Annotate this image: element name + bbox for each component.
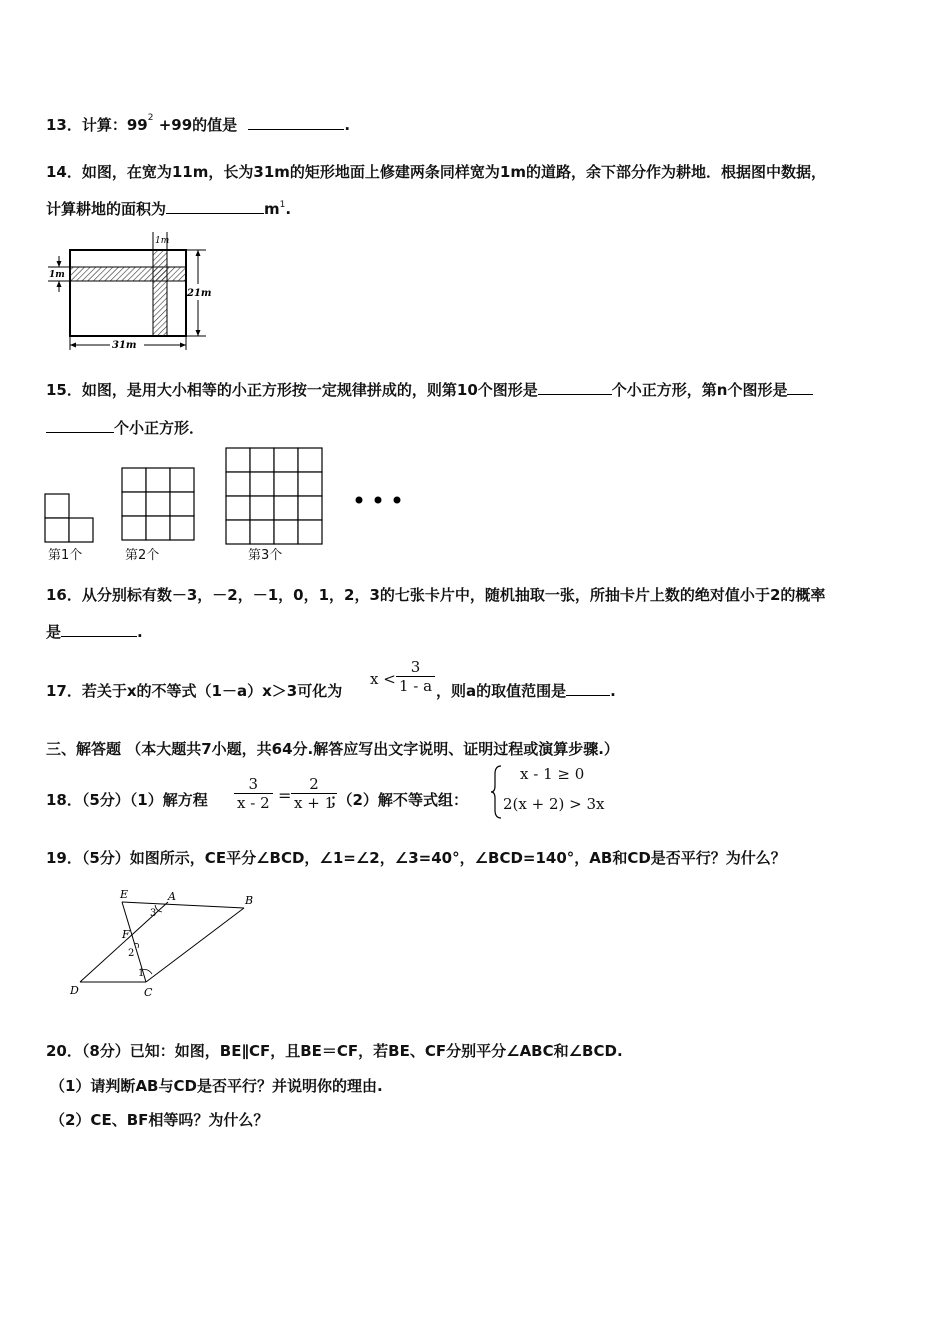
q19-geometry-figure <box>64 886 264 1004</box>
q20-line1: 20．（8分）已知：如图，BE∥CF，且BE＝CF，若BE、CF分别平分∠ABC和∠BCD. <box>46 1042 623 1060</box>
angle-2-label: 2 <box>128 948 135 959</box>
q17-post-line <box>436 681 616 701</box>
section-3-heading: 三、解答题 （本大题共7小题，共64分.解答应写出文字说明、证明过程或演算步骤.） <box>46 740 619 758</box>
q14-end: . <box>285 200 292 218</box>
q18-pre: 18．（5分）（1）解方程 <box>46 791 208 809</box>
q15-line1-mid: 个小正方形，第n个图形是 <box>611 381 788 399</box>
q18-f2-num: 2 <box>309 775 319 793</box>
q14-answer-blank[interactable] <box>166 199 264 214</box>
q13-tail: +99的值是 <box>158 116 238 134</box>
angle-3-label: 3 <box>150 908 157 919</box>
label-E: E <box>120 888 129 901</box>
q14-label-left: 1m <box>49 270 65 280</box>
q20-line2: （1）请判断AB与CD是否平行？并说明你的理由. <box>50 1077 383 1095</box>
q15-answer-blank-2a[interactable] <box>787 380 813 395</box>
q17-pre: 17．若关于x的不等式（1－a）x＞3可化为 <box>46 682 343 700</box>
q18-system-brace <box>490 764 504 820</box>
q18-f1-num: 3 <box>248 775 259 793</box>
vertical-road <box>153 250 167 336</box>
q14-label-width: 31m <box>112 340 137 351</box>
label-A: A <box>168 890 176 903</box>
q14-line2-pre: 计算耕地的面积为 <box>46 200 167 218</box>
q15-squares-figure <box>44 446 414 566</box>
q16-answer-blank[interactable] <box>61 622 137 637</box>
field-rectangle <box>70 250 186 336</box>
q16-end: . <box>137 623 143 641</box>
q19-line: 19．（5分）如图所示，CE平分∠BCD，∠1=∠2，∠3=40°，∠BCD=140°，AB和CD是否平行？为什么？ <box>46 849 786 867</box>
q15-line1-pre: 15．如图，是用大小相等的小正方形按一定规律拼成的，则第10个图形是 <box>46 381 538 399</box>
segment-EB <box>122 902 244 908</box>
q15-caption-1: 第1个 <box>48 548 83 563</box>
label-F: F <box>122 928 130 941</box>
q13-end: . <box>344 116 351 134</box>
q18-equals: = <box>278 786 292 805</box>
q18-f1-den: x - 2 <box>234 793 273 812</box>
q16-line1: 16．从分别标有数－3，－2，－1，0，1，2，3的七张卡片中，随机抽取一张，所抽卡片上数的绝对值小于2的概率 <box>46 586 826 604</box>
segment-BC <box>146 908 244 982</box>
q14-line2 <box>46 199 291 222</box>
label-D: D <box>70 984 79 997</box>
q18-system-line-1: x - 1 ≥ 0 <box>520 765 585 783</box>
q15-line2 <box>46 418 204 438</box>
pattern-2 <box>122 468 194 540</box>
q17-end: . <box>610 682 616 700</box>
q14-line1: 14．如图，在宽为11m，长为31m的矩形地面上修建两条同样宽为1m的道路，余下部分作为耕地．根据图中数据， <box>46 163 826 181</box>
angle-1-label: 1 <box>138 968 145 979</box>
q17-frac-num: 3 <box>410 658 421 676</box>
q13-exponent: 2 <box>147 113 154 123</box>
q20-line3: （2）CE、BF相等吗？为什么？ <box>50 1111 269 1129</box>
q15-caption-2: 第2个 <box>125 548 160 563</box>
q18-fraction-1 <box>234 775 273 812</box>
q17-post: ，则a的取值范围是 <box>436 682 567 700</box>
q14-label-height: 21m <box>187 288 212 299</box>
q15-line2-end: 个小正方形． <box>114 419 205 437</box>
q14-field-figure <box>44 228 224 352</box>
q15-answer-blank-2b[interactable] <box>46 418 114 433</box>
q17-fraction <box>396 658 435 695</box>
q18-system-line-2: 2(x + 2) > 3x <box>503 795 605 813</box>
label-C: C <box>144 986 153 999</box>
q15-caption-3: 第3个 <box>248 548 283 563</box>
q17-line <box>46 681 342 701</box>
q13-answer-blank[interactable] <box>248 115 344 130</box>
pattern-3 <box>226 448 322 544</box>
q14-label-top: 1m <box>155 236 170 246</box>
q16-line2 <box>46 622 143 642</box>
pattern-1 <box>45 494 93 542</box>
q18-mid: ；（2）解不等式组： <box>330 791 468 809</box>
q15-answer-blank-1[interactable] <box>538 380 612 395</box>
q18-f2-den: x + 1 <box>291 793 337 812</box>
q17-ineq-lhs: x < <box>370 670 396 688</box>
q15-line1 <box>46 380 813 400</box>
q17-answer-blank[interactable] <box>566 681 610 696</box>
q14-unit-exp: 1 <box>279 200 286 210</box>
q14-unit: m <box>264 200 280 218</box>
horizontal-road <box>70 267 186 281</box>
continuation-dots <box>356 497 401 504</box>
q13-line <box>46 115 350 138</box>
q13-text: 13．计算：99 <box>46 116 148 134</box>
q16-line2-pre: 是 <box>46 623 62 641</box>
label-B: B <box>245 894 254 907</box>
q17-frac-den: 1 - a <box>396 676 435 695</box>
